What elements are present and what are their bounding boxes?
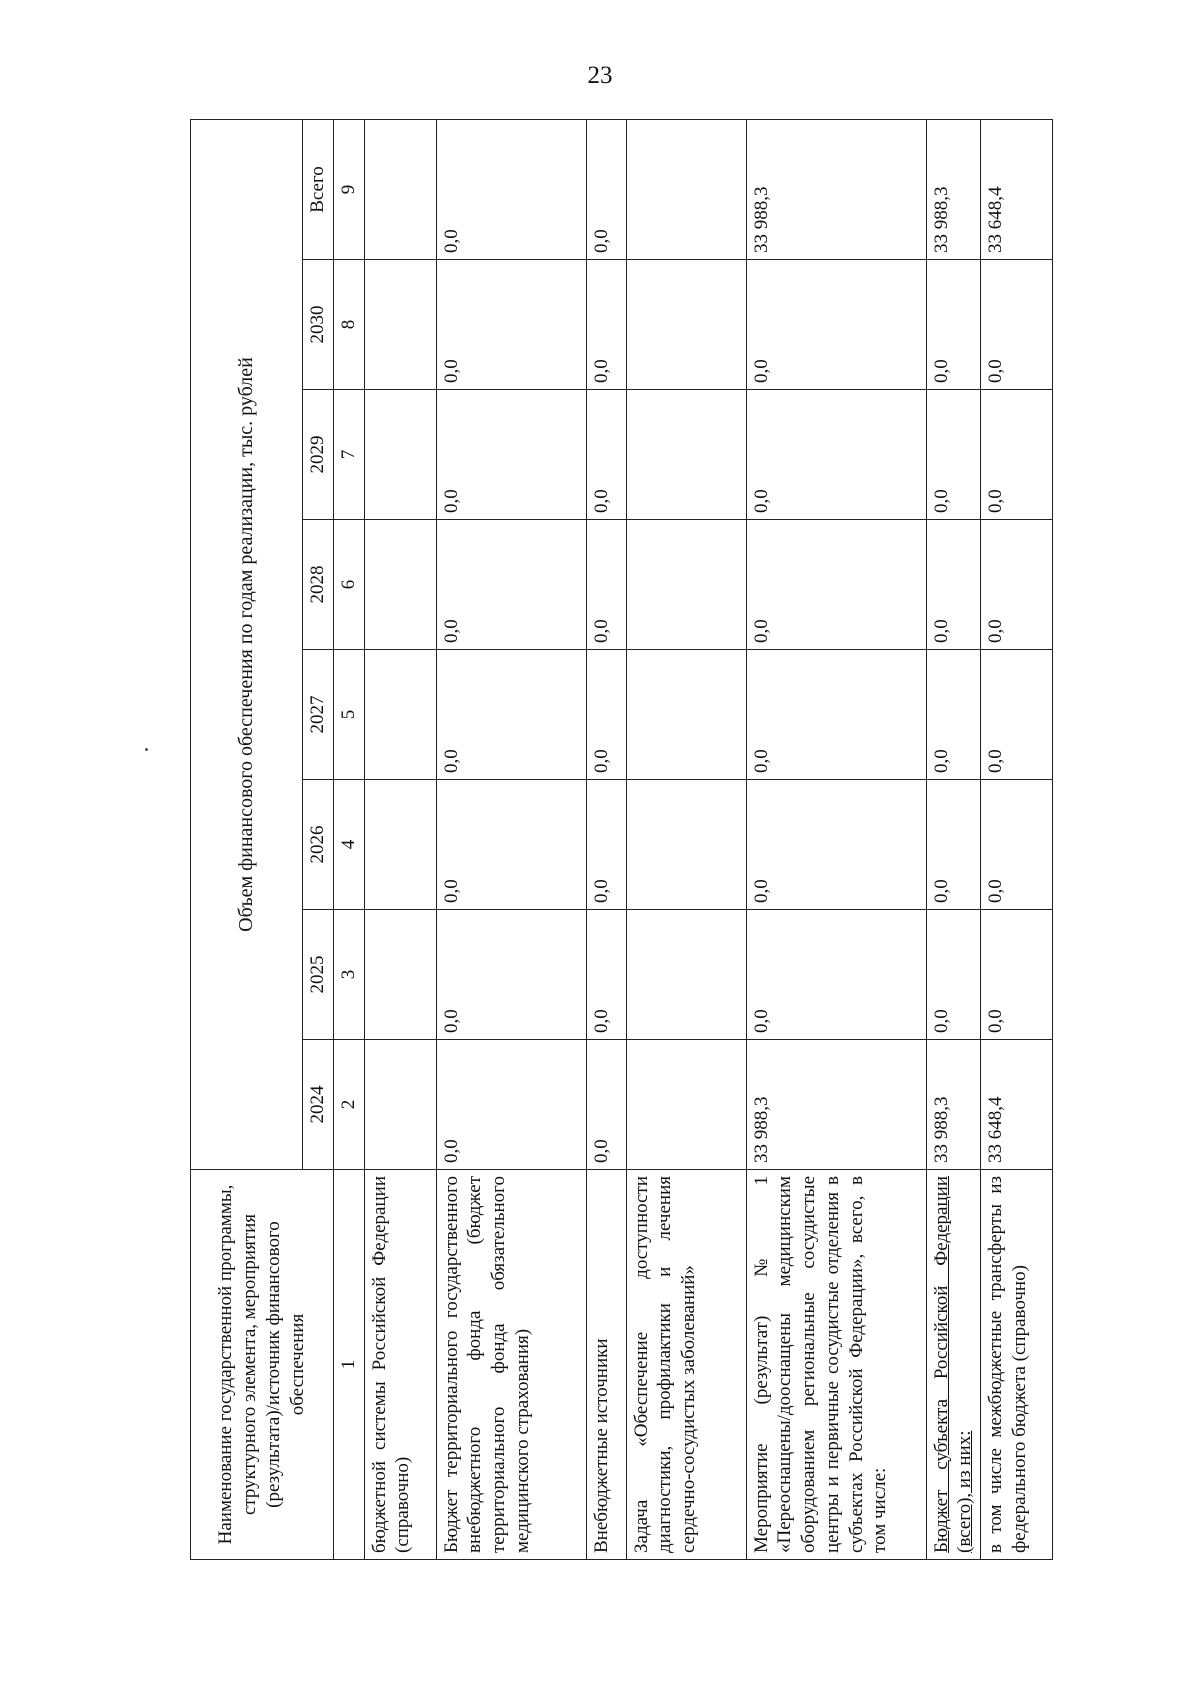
value-cell — [626, 390, 746, 520]
value-cell: 0,0 — [926, 910, 981, 1040]
value-cell: 0,0 — [586, 650, 626, 780]
value-cell: 0,0 — [926, 780, 981, 910]
value-cell: 33 648,4 — [981, 1040, 1053, 1170]
value-cell — [364, 260, 436, 390]
table-row — [436, 119, 586, 1559]
year-header: 2028 — [303, 520, 334, 650]
year-header: 2029 — [303, 390, 334, 520]
value-cell — [626, 780, 746, 910]
value-cell: 0,0 — [926, 260, 981, 390]
column-number: 4 — [333, 780, 364, 910]
rotated-table-container — [190, 120, 1050, 1560]
value-cell: 0,0 — [586, 390, 626, 520]
table-row — [981, 119, 1053, 1559]
value-cell: 0,0 — [926, 390, 981, 520]
value-cell — [364, 910, 436, 1040]
value-cell: 0,0 — [981, 260, 1053, 390]
table-row — [626, 119, 746, 1559]
value-cell: 0,0 — [746, 780, 926, 910]
value-cell: 0,0 — [586, 780, 626, 910]
value-cell — [626, 260, 746, 390]
header-row-numbers — [333, 119, 364, 1559]
year-header: 2030 — [303, 260, 334, 390]
value-cell: 0,0 — [586, 1040, 626, 1170]
value-cell: 33 988,3 — [926, 1040, 981, 1170]
value-cell: 0,0 — [746, 390, 926, 520]
value-cell: 0,0 — [981, 780, 1053, 910]
total-cell — [626, 119, 746, 259]
row-name: Внебюджетные источники — [586, 1170, 626, 1560]
value-cell: 0,0 — [746, 910, 926, 1040]
value-cell: 0,0 — [436, 1040, 586, 1170]
value-cell: 0,0 — [981, 650, 1053, 780]
value-cell: 0,0 — [436, 910, 586, 1040]
column-number: 1 — [333, 1170, 364, 1560]
total-cell: 0,0 — [586, 119, 626, 259]
row-name: Бюджет территориального государственного внебюджетного фонда (бюджет территориального фонда обязательного медицинского страхования) — [436, 1170, 586, 1560]
financing-table — [190, 119, 1053, 1560]
value-cell: 0,0 — [436, 520, 586, 650]
column-number: 5 — [333, 650, 364, 780]
total-header: Всего — [303, 119, 334, 259]
task-name: Задача «Обеспечение доступности диагностики, профилактики и лечения сердечно-сосудистых заболеваний» — [626, 1170, 746, 1560]
value-cell: 0,0 — [746, 650, 926, 780]
column-number: 6 — [333, 520, 364, 650]
value-cell: 0,0 — [746, 520, 926, 650]
value-cell: 0,0 — [746, 260, 926, 390]
value-cell — [364, 1040, 436, 1170]
table-row — [364, 119, 436, 1559]
total-cell: 33 988,3 — [926, 119, 981, 259]
year-header: 2027 — [303, 650, 334, 780]
value-cell: 0,0 — [436, 780, 586, 910]
total-cell: 33 648,4 — [981, 119, 1053, 259]
value-cell — [626, 520, 746, 650]
scan-speck — [145, 748, 148, 751]
table-row — [926, 119, 981, 1559]
value-cell — [364, 650, 436, 780]
measure-name: Мероприятие (результат) № 1 «Переоснащены/дооснащены медицинским оборудованием региональные сосудистые центры и первичные сосудистые отделения в субъектах Российской Федерации», всего, в том числе: — [746, 1170, 926, 1560]
value-cell: 0,0 — [926, 650, 981, 780]
year-header: 2026 — [303, 780, 334, 910]
value-cell — [364, 780, 436, 910]
table-row — [586, 119, 626, 1559]
column-number: 9 — [333, 119, 364, 259]
value-cell: 0,0 — [586, 260, 626, 390]
value-cell: 0,0 — [436, 260, 586, 390]
row-name: в том числе межбюджетные трансферты из федерального бюджета (справочно) — [981, 1170, 1053, 1560]
header-row-title — [191, 119, 303, 1559]
value-cell: 0,0 — [586, 520, 626, 650]
value-cell: 0,0 — [981, 520, 1053, 650]
value-cell — [626, 910, 746, 1040]
value-cell — [364, 390, 436, 520]
table-row — [746, 119, 926, 1559]
value-cell — [626, 650, 746, 780]
row-name: бюджетной системы Российской Федерации (справочно) — [364, 1170, 436, 1560]
column-number: 8 — [333, 260, 364, 390]
column-number: 3 — [333, 910, 364, 1040]
value-cell — [626, 1040, 746, 1170]
value-cell: 0,0 — [436, 650, 586, 780]
column-number: 2 — [333, 1040, 364, 1170]
value-cell: 33 988,3 — [746, 1040, 926, 1170]
value-cell: 0,0 — [926, 520, 981, 650]
total-cell: 33 988,3 — [746, 119, 926, 259]
total-cell — [364, 119, 436, 259]
row-name: Бюджет субъекта Российской Федерации (всего), из них: — [926, 1170, 981, 1560]
year-header: 2025 — [303, 910, 334, 1040]
column-number: 7 — [333, 390, 364, 520]
page-number: 23 — [587, 62, 613, 89]
value-cell: 0,0 — [436, 390, 586, 520]
name-column-header: Наименование государственной программы, структурного элемента, мероприятия (результата)/источник финансового обеспечения — [191, 1170, 334, 1560]
value-cell: 0,0 — [981, 390, 1053, 520]
value-cell — [364, 520, 436, 650]
volume-header: Объем финансового обеспечения по годам реализации, тыс. рублей — [191, 119, 303, 1169]
year-header: 2024 — [303, 1040, 334, 1170]
value-cell: 0,0 — [981, 910, 1053, 1040]
value-cell: 0,0 — [586, 910, 626, 1040]
total-cell: 0,0 — [436, 119, 586, 259]
